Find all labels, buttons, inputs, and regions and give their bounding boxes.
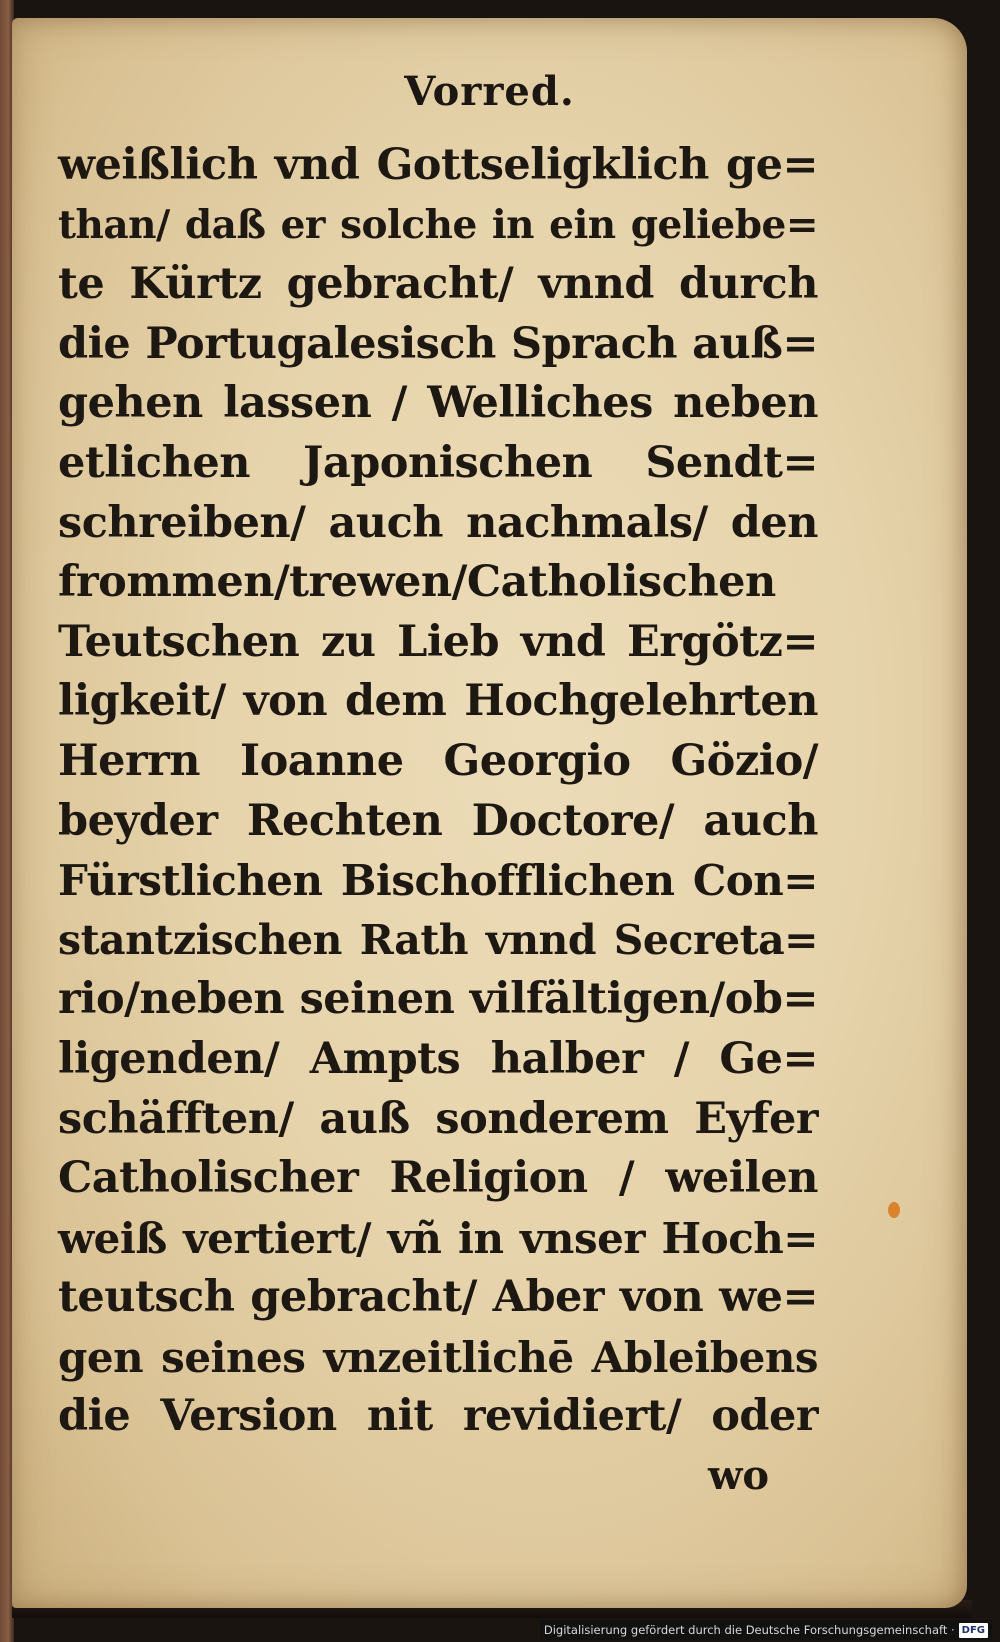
digitization-footer [540,1620,992,1640]
text-line: rio/neben seinen vilfältigen/ob= [58,974,818,1025]
footer-credit: Digitalisierung gefördert durch die Deutsche Forschungsgemeinschaft · [543,1623,955,1637]
text-line: die Portugalesisch Sprach auß= [58,318,818,369]
text-line: Fürstlichen Bischofflichen Con= [58,856,818,906]
text-line: than/ daß er solche in ein geliebe= [58,201,818,248]
text-line: beyder Rechten Doctore/ auch [58,795,818,846]
text-line: die Version nit revidiert/ oder [58,1391,818,1442]
book-page [12,18,967,1608]
text-line: schäfften/ auß sonderem Eyfer [58,1093,818,1144]
text-line: frommen/trewen/Catholischen [58,557,776,608]
text-line: te Kürtz gebracht/ vnnd durch [58,259,818,310]
text-line: Catholischer Religion / weilen [58,1153,818,1204]
text-line: ligkeit/ von dem Hochgelehrten [58,676,818,727]
text-line: stantzischen Rath vnnd Secreta= [58,915,818,964]
text-line: etlichen Japonischen Sendt= [58,437,818,488]
text-line: teutsch gebracht/ Aber von we= [58,1272,818,1323]
paper-stain [888,1202,900,1218]
text-line: schreiben/ auch nachmals/ den [58,497,818,548]
text-line: weiß vertiert/ vñ in vnser Hoch= [58,1213,818,1263]
running-head: Vorred. [404,68,575,115]
text-line: gen seines vnzeitlichē Ableibens [58,1332,818,1382]
text-line: Teutschen zu Lieb vnd Ergötz= [58,616,818,667]
text-line: weißlich vnd Gottseligklich ge= [58,140,818,190]
text-line: Herrn Ioanne Georgio Gözio/ [58,735,818,786]
text-block [58,136,818,1447]
catchword: wo [708,1452,770,1499]
text-line: gehen lassen / Welliches neben [58,378,818,429]
text-line: ligenden/ Ampts halber / Ge= [58,1033,818,1084]
dfg-logo-icon: DFG [959,1623,988,1638]
